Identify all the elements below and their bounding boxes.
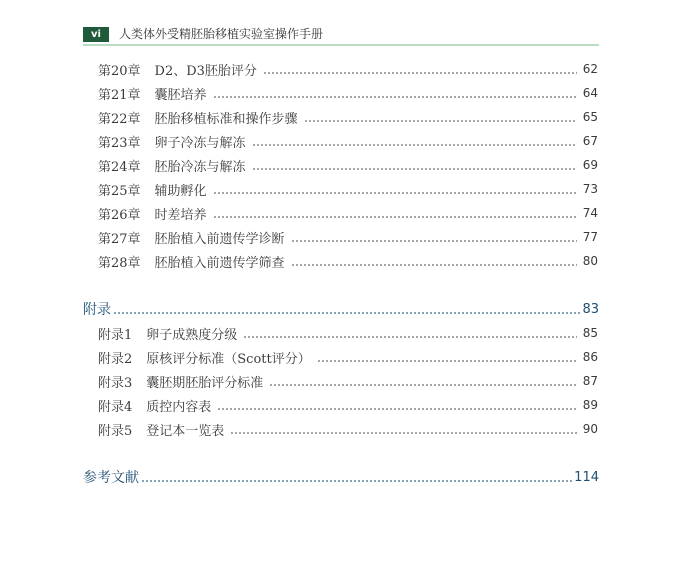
toc-entry[interactable] bbox=[98, 131, 598, 151]
page-ref: 85 bbox=[582, 326, 598, 340]
leader-dots bbox=[263, 59, 577, 79]
page-ref: 83 bbox=[582, 301, 599, 317]
leader-dots bbox=[252, 155, 577, 175]
chapter-number: 第20章 bbox=[98, 63, 141, 79]
leader-dots bbox=[213, 203, 577, 223]
page-ref: 74 bbox=[582, 206, 598, 220]
leader-dots bbox=[252, 131, 577, 151]
appendix-title: 质控内容表 bbox=[146, 399, 212, 415]
book-title: 人类体外受精胚胎移植实验室操作手册 bbox=[119, 27, 324, 41]
appendix-title: 卵子成熟度分级 bbox=[146, 327, 238, 343]
toc-section-references[interactable] bbox=[83, 467, 599, 487]
page-ref: 80 bbox=[582, 254, 598, 268]
appendix-number: 附录2 bbox=[98, 351, 133, 367]
toc-entry[interactable] bbox=[98, 83, 598, 103]
chapter-number: 第27章 bbox=[98, 231, 141, 247]
chapter-number: 第24章 bbox=[98, 159, 141, 175]
toc-entry[interactable] bbox=[98, 371, 598, 391]
toc-entry[interactable] bbox=[98, 323, 598, 343]
leader-dots bbox=[291, 251, 577, 271]
page-ref: 62 bbox=[582, 62, 598, 76]
toc-entry[interactable] bbox=[98, 155, 598, 175]
appendix-title: 囊胚期胚胎评分标准 bbox=[146, 375, 264, 391]
leader-dots bbox=[291, 227, 577, 247]
page-ref: 114 bbox=[574, 469, 599, 485]
toc-entry[interactable] bbox=[98, 59, 598, 79]
toc-entry[interactable] bbox=[98, 227, 598, 247]
header-rule bbox=[83, 44, 599, 46]
toc-entry[interactable] bbox=[98, 203, 598, 223]
chapter-title: 胚胎植入前遗传学筛查 bbox=[154, 255, 285, 271]
page-ref: 77 bbox=[582, 230, 598, 244]
chapter-number: 第26章 bbox=[98, 207, 141, 223]
toc-entry[interactable] bbox=[98, 419, 598, 439]
chapter-title: 胚胎移植标准和操作步骤 bbox=[154, 111, 298, 127]
leader-dots bbox=[230, 419, 576, 439]
appendix-title: 登记本一览表 bbox=[146, 423, 225, 439]
leader-dots bbox=[213, 83, 577, 103]
appendix-number: 附录5 bbox=[98, 423, 133, 439]
page-ref: 73 bbox=[582, 182, 598, 196]
appendix-number: 附录4 bbox=[98, 399, 133, 415]
page-ref: 67 bbox=[582, 134, 598, 148]
leader-dots bbox=[304, 107, 577, 127]
toc-entry[interactable] bbox=[98, 347, 598, 367]
leader-dots bbox=[217, 395, 576, 415]
toc-section-appendix[interactable] bbox=[83, 299, 599, 319]
toc-entry[interactable] bbox=[98, 107, 598, 127]
page-ref: 65 bbox=[582, 110, 598, 124]
page-ref: 69 bbox=[582, 158, 598, 172]
leader-dots bbox=[213, 179, 577, 199]
appendix-number: 附录3 bbox=[98, 375, 133, 391]
chapter-title: D2、D3胚胎评分 bbox=[154, 63, 257, 79]
appendix-title: 原核评分标准（Scott评分） bbox=[146, 351, 311, 367]
leader-dots bbox=[113, 299, 580, 319]
running-header bbox=[83, 24, 599, 46]
section-title: 附录 bbox=[83, 302, 111, 318]
leader-dots bbox=[243, 323, 576, 343]
leader-dots bbox=[141, 467, 572, 487]
chapter-number: 第28章 bbox=[98, 255, 141, 271]
page-number-badge: vi bbox=[83, 27, 109, 42]
page-ref: 89 bbox=[582, 398, 598, 412]
chapter-title: 胚胎冷冻与解冻 bbox=[154, 159, 246, 175]
chapter-title: 时差培养 bbox=[154, 207, 207, 223]
chapter-title: 胚胎植入前遗传学诊断 bbox=[154, 231, 285, 247]
chapter-number: 第22章 bbox=[98, 111, 141, 127]
chapter-number: 第25章 bbox=[98, 183, 141, 199]
chapter-number: 第21章 bbox=[98, 87, 141, 103]
page-ref: 90 bbox=[582, 422, 598, 436]
chapter-title: 辅助孵化 bbox=[154, 183, 207, 199]
toc-entry[interactable] bbox=[98, 179, 598, 199]
toc-entry[interactable] bbox=[98, 251, 598, 271]
page-ref: 87 bbox=[582, 374, 598, 388]
chapter-number: 第23章 bbox=[98, 135, 141, 151]
leader-dots bbox=[317, 347, 577, 367]
toc-entry[interactable] bbox=[98, 395, 598, 415]
leader-dots bbox=[269, 371, 576, 391]
section-title: 参考文献 bbox=[83, 470, 139, 486]
chapter-title: 卵子冷冻与解冻 bbox=[154, 135, 246, 151]
page-ref: 64 bbox=[582, 86, 598, 100]
chapter-title: 囊胚培养 bbox=[154, 87, 207, 103]
page-ref: 86 bbox=[582, 350, 598, 364]
appendix-number: 附录1 bbox=[98, 327, 133, 343]
